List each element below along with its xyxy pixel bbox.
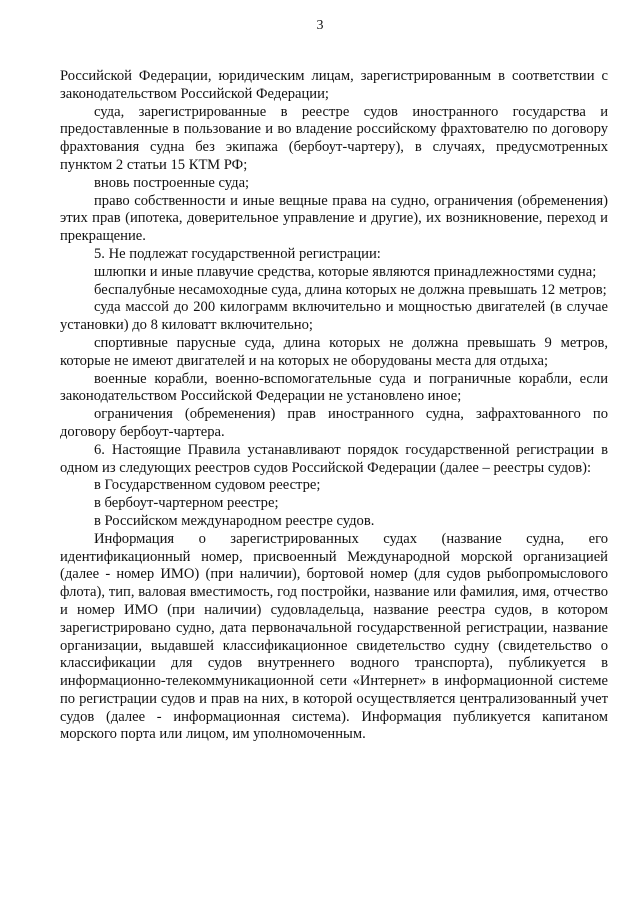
paragraph: шлюпки и иные плавучие средства, которые являются принадлежностями судна;	[94, 263, 597, 280]
paragraph: беспалубные несамоходные суда, длина которых не должна превышать 12 метров;	[94, 281, 607, 298]
paragraph: военные корабли, военно-вспомогательные суда и пограничные корабли, если законодательством Российской Федерации не установлено иное;	[60, 370, 608, 405]
paragraph: ограничения (обременения) прав иностранного судна, зафрахтованного по договору бербоут-чартера.	[60, 406, 608, 440]
paragraph: в бербоут-чартерном реестре;	[94, 495, 279, 512]
paragraph: право собственности и иные вещные права на судно, ограничения (обременения) этих прав (ипотека, доверительное управление и другие), их возникновение, переход и прекращение.	[60, 192, 608, 245]
paragraph: в Российском международном реестре судов.	[94, 512, 375, 529]
paragraph: суда, зарегистрированные в реестре судов иностранного государства и предоставленные в пользование и во владение российскому фрахтователю по договору фрахтования судна без экипажа (бербоут-чартеру), в случаях, предусмотренных пунктом 2 статьи 15 КТМ РФ;	[60, 103, 608, 173]
document-body	[60, 68, 608, 744]
paragraph: спортивные парусные суда, длина которых не должна превышать 9 метров, которые не имеют двигателей и на которых не оборудованы места для отдыха;	[60, 334, 608, 369]
section-heading: 5. Не подлежат государственной регистрации:	[94, 245, 381, 262]
page-number: 3	[316, 18, 324, 33]
section-paragraph: 6. Настоящие Правила устанавливают порядок государственной регистрации в одном из следующих реестров судов Российской Федерации (далее – реестры судов):	[60, 441, 608, 476]
paragraph: Российской Федерации, юридическим лицам, зарегистрированным в соответствии с законодательством Российской Федерации;	[60, 68, 608, 102]
paragraph: суда массой до 200 килограмм включительно и мощностью двигателей (в случае установки) до 8 киловатт включительно;	[60, 299, 608, 334]
paragraph: Информация о зарегистрированных судах (название судна, его идентификационный номер, присвоенный Международной морской организацией (далее - номер ИМО) (при наличии), бортовой номер (для судов рыбопромыслового флота), тип, валовая вместимость, год постройки, название или фамилия, имя, отчество и номер ИМО (при наличии) судовладельца, название реестра судов, в котором зарегистрировано судно, дата первоначальной государственной регистрации, название организации, выдавшей классификационное свидетельство судну (свидетельство о классификации для судов внутреннего водного транспорта), публикуется в информационно-телекоммуникационной сети «Интернет» в информационной системе по регистрации судов и прав на них, в которой осуществляется централизованный учет судов (далее - информационная система). Информация публикуется капитаном морского порта или лицом, им уполномоченным.	[60, 530, 608, 743]
paragraph: вновь построенные суда;	[94, 174, 250, 191]
paragraph: в Государственном судовом реестре;	[94, 477, 321, 494]
